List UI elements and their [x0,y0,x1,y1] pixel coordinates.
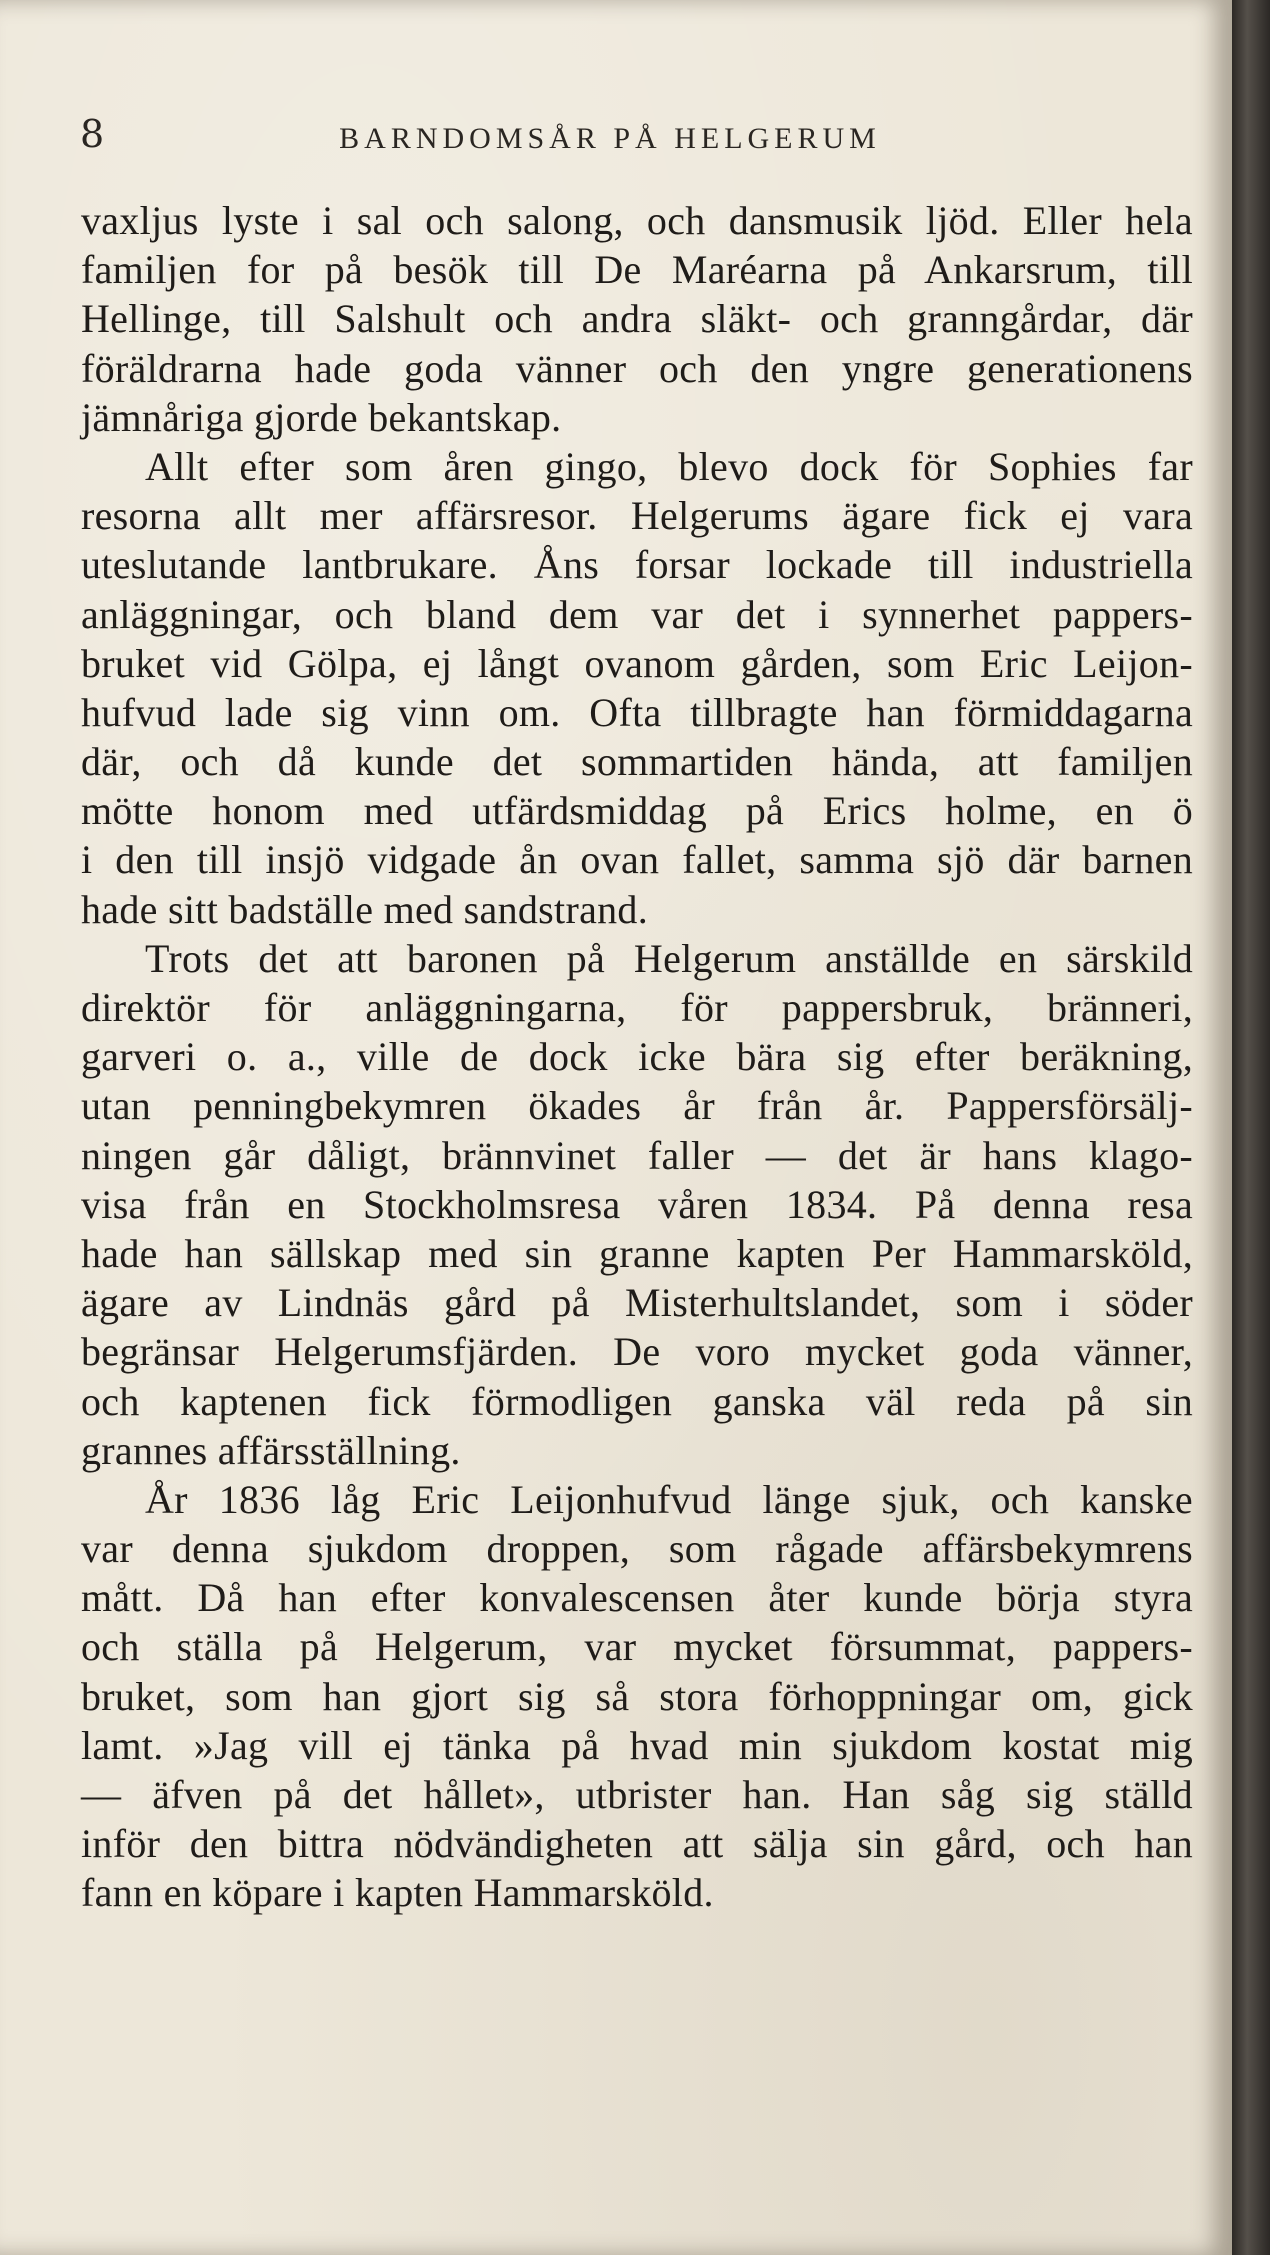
text-line: garveri o. a., ville de dock icke bära sig efter beräkning, [81,1034,1193,1080]
text-line: hade han sällskap med sin granne kapten Per Hammarsköld, [81,1230,1193,1276]
text-line: vaxljus lyste i sal och salong, och dansmusik ljöd. Eller hela [81,198,1193,243]
text-line: uteslutande lantbrukare. Åns forsar lockade till industriella [81,542,1193,588]
text-line: utan penningbekymren ökades år från år. Pappersförsälj- [81,1083,1193,1129]
text-line: direktör för anläggningarna, för pappersbruk, bränneri, [81,985,1193,1030]
text-line: Hellinge, till Salshult och andra släkt- och granngårdar, där [81,296,1193,342]
text-line: familjen for på besök till De Maréarna på Ankarsrum, till [81,247,1193,293]
text-line: — äfven på det hållet», utbrister han. Han såg sig ställd [81,1772,1193,1817]
text-line: hade sitt badställe med sandstrand. [81,886,649,932]
text-line: År 1836 låg Eric Leijonhufvud länge sjuk, och kanske [145,1476,1193,1522]
text-line: mötte honom med utfärdsmiddag på Erics holme, en ö [81,788,1193,834]
text-line: Allt efter som åren gingo, blevo dock för Sophies far [145,443,1193,489]
text-line: där, och då kunde det sommartiden hända, att familjen [81,739,1193,785]
text-line: i den till insjö vidgade ån ovan fallet, samma sjö där barnen [81,837,1193,883]
text-line: grannes affärsställning. [81,1427,461,1473]
text-line: och kaptenen fick förmodligen ganska väl reda på sin [81,1378,1193,1424]
text-line: mått. Då han efter konvalescensen åter kunde börja styra [81,1575,1193,1621]
book-binding-edge [1232,0,1270,2255]
text-line: ningen går dåligt, brännvinet faller — det är hans klago- [81,1132,1193,1178]
text-line: visa från en Stockholmsresa våren 1834. På denna resa [81,1181,1193,1227]
page-number: 8 [80,112,105,156]
text-line: var denna sjukdom droppen, som rågade affärsbekymrens [81,1526,1193,1572]
text-line: anläggningar, och bland dem var det i synnerhet pappers- [81,591,1193,637]
text-line: ägare av Lindnäs gård på Misterhultslandet, som i söder [81,1280,1193,1326]
text-line: resorna allt mer affärsresor. Helgerums ägare fick ej vara [81,493,1193,539]
text-line: jämnåriga gjorde bekantskap. [81,394,562,440]
running-head: BARNDOMSÅR PÅ HELGERUM [339,122,881,155]
text-line: hufvud lade sig vinn om. Ofta tillbragte han förmiddagarna [81,689,1193,735]
text-line: inför den bittra nödvändigheten att sälja sin gård, och han [81,1821,1193,1867]
text-line: lamt. »Jag vill ej tänka på hvad min sjukdom kostat mig [81,1722,1193,1768]
text-line: bruket, som han gjort sig så stora förhoppningar om, gick [81,1673,1193,1719]
page-header [80,112,1120,172]
body-text [81,196,1193,1918]
text-line: och ställa på Helgerum, var mycket försummat, pappers- [81,1624,1193,1670]
text-line: föräldrarna hade goda vänner och den yngre generationens [81,345,1193,391]
text-line: fann en köpare i kapten Hammarsköld. [81,1870,714,1916]
text-line: Trots det att baronen på Helgerum anställde en särskild [145,935,1193,981]
text-line: bruket vid Gölpa, ej långt ovanom gården, som Eric Leijon- [81,640,1193,686]
text-line: begränsar Helgerumsfjärden. De voro mycket goda vänner, [81,1329,1193,1375]
